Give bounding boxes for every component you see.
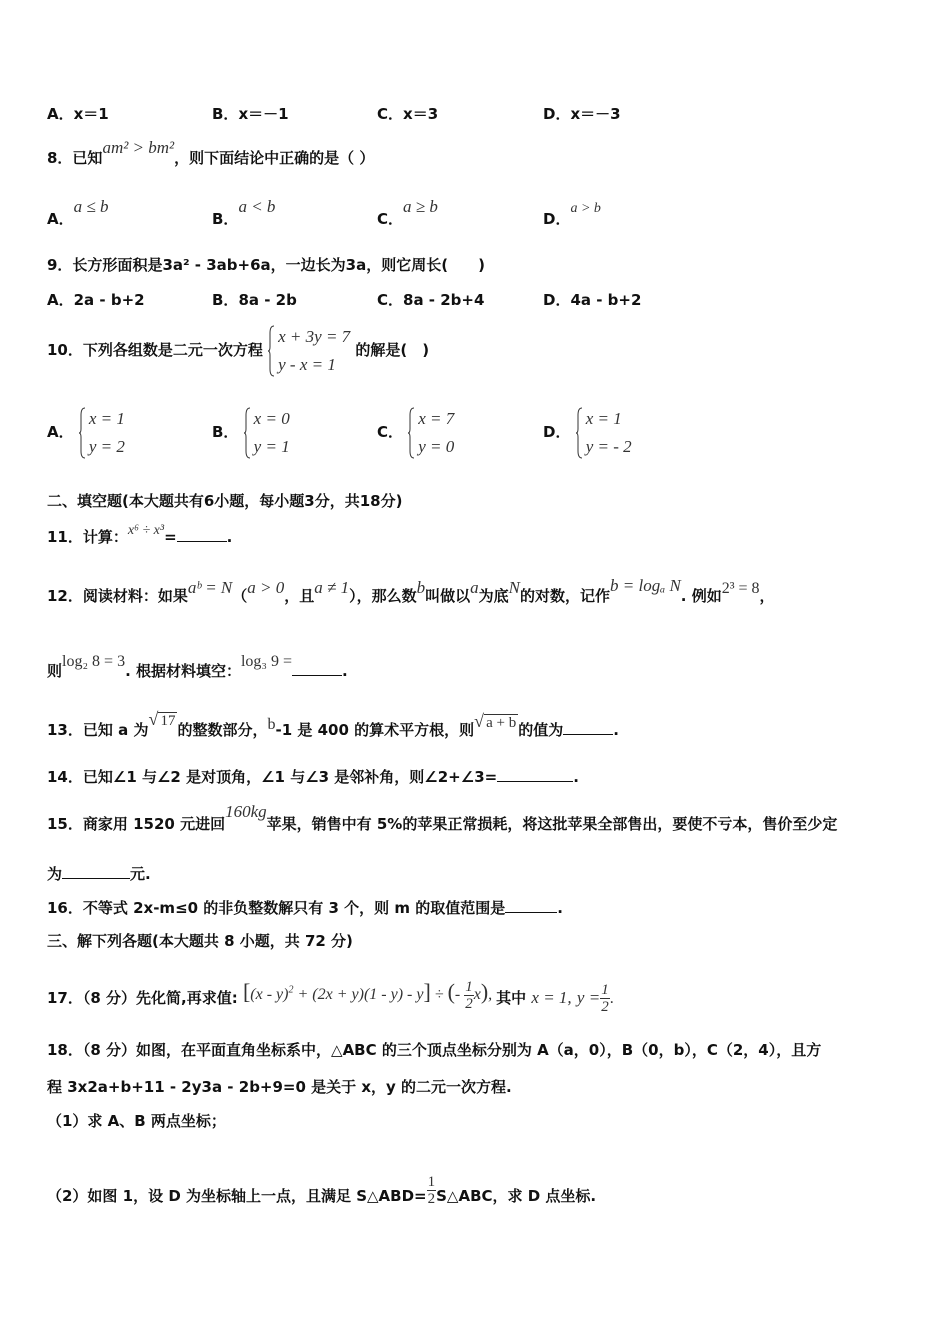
q9-stem: 9．长方形面积是3a² - 3ab+6a，一边长为3a，则它周长( ) <box>47 256 485 274</box>
q8-option-c: C．a ≥ b <box>377 197 438 228</box>
q9-option-c: C．8a - 2b+4 <box>377 291 485 309</box>
q18-line-2: 程 3x2a+b+11 - 2y3a - 2b+9=0 是关于 x，y 的二元一次方程. <box>47 1078 512 1096</box>
q7-option-d: D．x＝－3 <box>543 105 621 123</box>
q10-stem: 10．下列各组数是二元一次方程 x + 3y = 7 y - x = 1 的解是( ) <box>47 322 429 379</box>
q8-option-d: D．a > b <box>543 201 601 228</box>
q18-line-1: 18．（8 分）如图，在平面直角坐标系中，△ABC 的三个顶点坐标分别为 A（a，0），B（0，b），C（2，4），且方 <box>47 1041 822 1059</box>
q12-line-2: 则log₂ 8 = 3. 根据材料填空：log₃ 9 =. <box>47 653 348 680</box>
q12-answer-blank[interactable] <box>292 661 342 676</box>
q8-option-a: A．a ≤ b <box>47 197 109 228</box>
q7-option-a: A．x＝1 <box>47 105 109 123</box>
section-3-heading: 三、解下列各题(本大题共 8 小题，共 72 分) <box>47 932 353 950</box>
q18-part-2: （2）如图 1，设 D 为坐标轴上一点，且满足 S△ABD= $\frac{1}{2}$ S△ABC，求 D 点坐标. <box>47 1174 597 1207</box>
q17-expression: [(x - y)$^2$ + (2x + y)(1 - y) - y] ÷ (- $\frac{1}{2}$ x), <box>242 978 497 1012</box>
q14: 14．已知∠1 与∠2 是对顶角，∠1 与∠3 是邻补角，则∠2+∠3= . <box>47 768 579 786</box>
q8-stem: 8．已知am² > bm²，则下面结论中正确的是（ ） <box>47 138 375 167</box>
q10-option-b: B． x = 0 y = 1 <box>212 408 290 456</box>
q11: 11．计算：x⁶ ÷ x³= . <box>47 523 233 546</box>
q17: 17．（8 分）先化简,再求值: [(x - y)$^2$ + (2x + y)(1 - y) - y] ÷ (- $\frac{1}{2}$ x), 其中 x = 1, y = $\frac{1}{2}$ . <box>47 978 614 1015</box>
section-2-heading: 二、填空题(本大题共有6小题，每小题3分，共18分) <box>47 492 403 510</box>
q16: 16．不等式 2x-m≤0 的非负整数解只有 3 个，则 m 的取值范围是 . <box>47 899 563 917</box>
q9-option-a: A．2a - b+2 <box>47 291 145 309</box>
q15-answer-blank[interactable] <box>62 864 130 879</box>
q13: 13．已知 a 为 √ 17 的整数部分，b-1 是 400 的算术平方根，则 √ a + b 的值为 . <box>47 709 619 739</box>
q12-line-1: 12．阅读材料：如果aᵇ = N（a > 0，且a ≠ 1），那么数b叫做以a为底N的对数，记作b = logₐ N. 例如2³ = 8， <box>47 576 775 605</box>
q13-answer-blank[interactable] <box>563 720 613 735</box>
q7-option-c: C．x＝3 <box>377 105 439 123</box>
q8-option-b: B．a < b <box>212 197 276 228</box>
q10-option-a: A． x = 1 y = 2 <box>47 408 125 456</box>
q10-option-c: C． x = 7 y = 0 <box>377 408 455 456</box>
q7-option-b: B．x＝－1 <box>212 105 289 123</box>
q10-equation-system: x + 3y = 7 y - x = 1 <box>268 323 350 379</box>
q15-line-1: 15．商家用 1520 元进回160kg苹果，销售中有 5%的苹果正常损耗，将这批苹果全部售出，要使不亏本，售价至少定 <box>47 802 838 833</box>
q8-condition: am² > bm² <box>102 138 175 157</box>
q18-part-1: （1）求 A、B 两点坐标； <box>47 1112 226 1130</box>
q15-line-2: 为 元. <box>47 865 151 883</box>
q16-answer-blank[interactable] <box>505 898 557 913</box>
q14-answer-blank[interactable] <box>497 767 573 782</box>
q10-option-d: D． x = 1 y = - 2 <box>543 408 632 456</box>
q11-answer-blank[interactable] <box>177 527 227 542</box>
q9-option-b: B．8a - 2b <box>212 291 297 309</box>
q9-option-d: D．4a - b+2 <box>543 291 642 309</box>
